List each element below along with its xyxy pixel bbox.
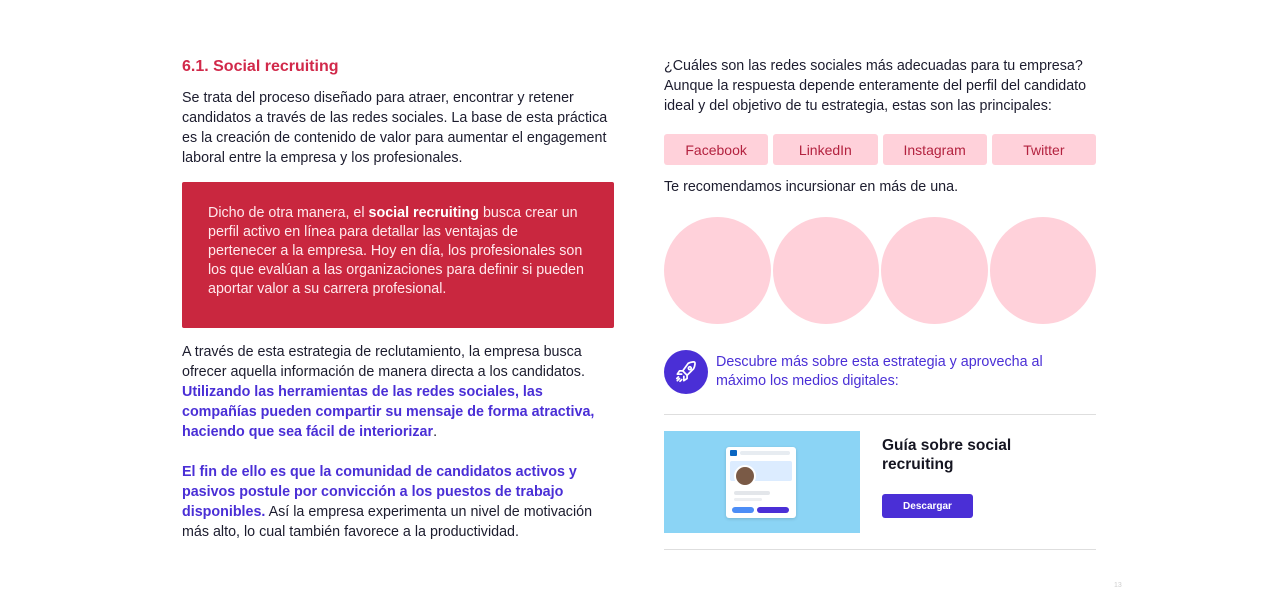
goal-paragraph xyxy=(182,462,614,542)
chip-twitter: Twitter xyxy=(992,134,1096,165)
chip-instagram: Instagram xyxy=(883,134,987,165)
chip-linkedin: LinkedIn xyxy=(773,134,877,165)
circle-instagram xyxy=(881,217,988,324)
page-number: 13 xyxy=(1114,582,1122,589)
divider-bottom xyxy=(664,549,1096,550)
callout-box xyxy=(182,182,614,328)
network-chips xyxy=(664,134,1096,165)
circle-linkedin xyxy=(773,217,880,324)
guide-title: Guía sobre social recruiting xyxy=(882,437,1012,473)
guide-thumbnail xyxy=(664,431,860,533)
callout-bold-term: social recruiting xyxy=(368,205,479,221)
promo-row xyxy=(664,350,1096,394)
guide-info xyxy=(882,436,1032,533)
strategy-paragraph xyxy=(182,342,614,442)
right-column xyxy=(664,56,1096,550)
strategy-highlight-text: Utilizando las herramientas de las redes sociales, las compañías pueden compartir su mensaje de forma atractiva, haciendo que sea fácil de interiorizar xyxy=(182,384,595,440)
circle-twitter xyxy=(990,217,1097,324)
profile-mockup xyxy=(726,447,796,518)
networks-question: ¿Cuáles son las redes sociales más adecuadas para tu empresa? Aunque la respuesta depende enteramente del perfil del candidato ideal y del objetivo de tu estrategia, estas son las principales: xyxy=(664,58,1087,114)
strategy-period: . xyxy=(433,424,438,440)
divider-top xyxy=(664,414,1096,415)
promo-text: Descubre más sobre esta estrategia y aprovecha al máximo los medios digitales: xyxy=(716,354,1043,389)
strategy-plain-text: A través de esta estrategia de reclutamiento, la empresa busca ofrecer aquella información de manera directa a los candidatos. xyxy=(182,344,585,380)
left-column xyxy=(182,56,614,542)
callout-text-end: busca crear un perfil activo en línea para detallar las ventajas de pertenecer a la empresa. Hoy en día, los profesionales son los que evalúan a las organizaciones para definir si pueden aportar valor a su carrera profesional. xyxy=(208,205,584,297)
avatar xyxy=(734,465,756,487)
goal-plain-text: Así la empresa experimenta un nivel de motivación más alto, lo cual también favorece a la productividad. xyxy=(182,504,593,540)
linkedin-icon xyxy=(730,450,737,456)
section-title: 6.1. Social recruiting xyxy=(182,58,339,75)
circle-facebook xyxy=(664,217,771,324)
goal-highlight-text: El fin de ello es que la comunidad de candidatos activos y pasivos postule por convicción a los puestos de trabajo disponibles. xyxy=(182,464,577,520)
network-circles xyxy=(664,217,1096,324)
recommend-text: Te recomendamos incursionar en más de una. xyxy=(664,179,959,195)
guide-card xyxy=(664,431,1096,533)
callout-text-start: Dicho de otra manera, el xyxy=(208,205,369,221)
rocket-icon xyxy=(664,350,708,394)
chip-facebook: Facebook xyxy=(664,134,768,165)
intro-paragraph: Se trata del proceso diseñado para atraer, encontrar y retener candidatos a través de las redes sociales. La base de esta práctica es la creación de contenido de valor para aumentar el engagement laboral entre la empresa y los profesionales. xyxy=(182,90,608,166)
download-button[interactable]: Descargar xyxy=(882,494,973,518)
